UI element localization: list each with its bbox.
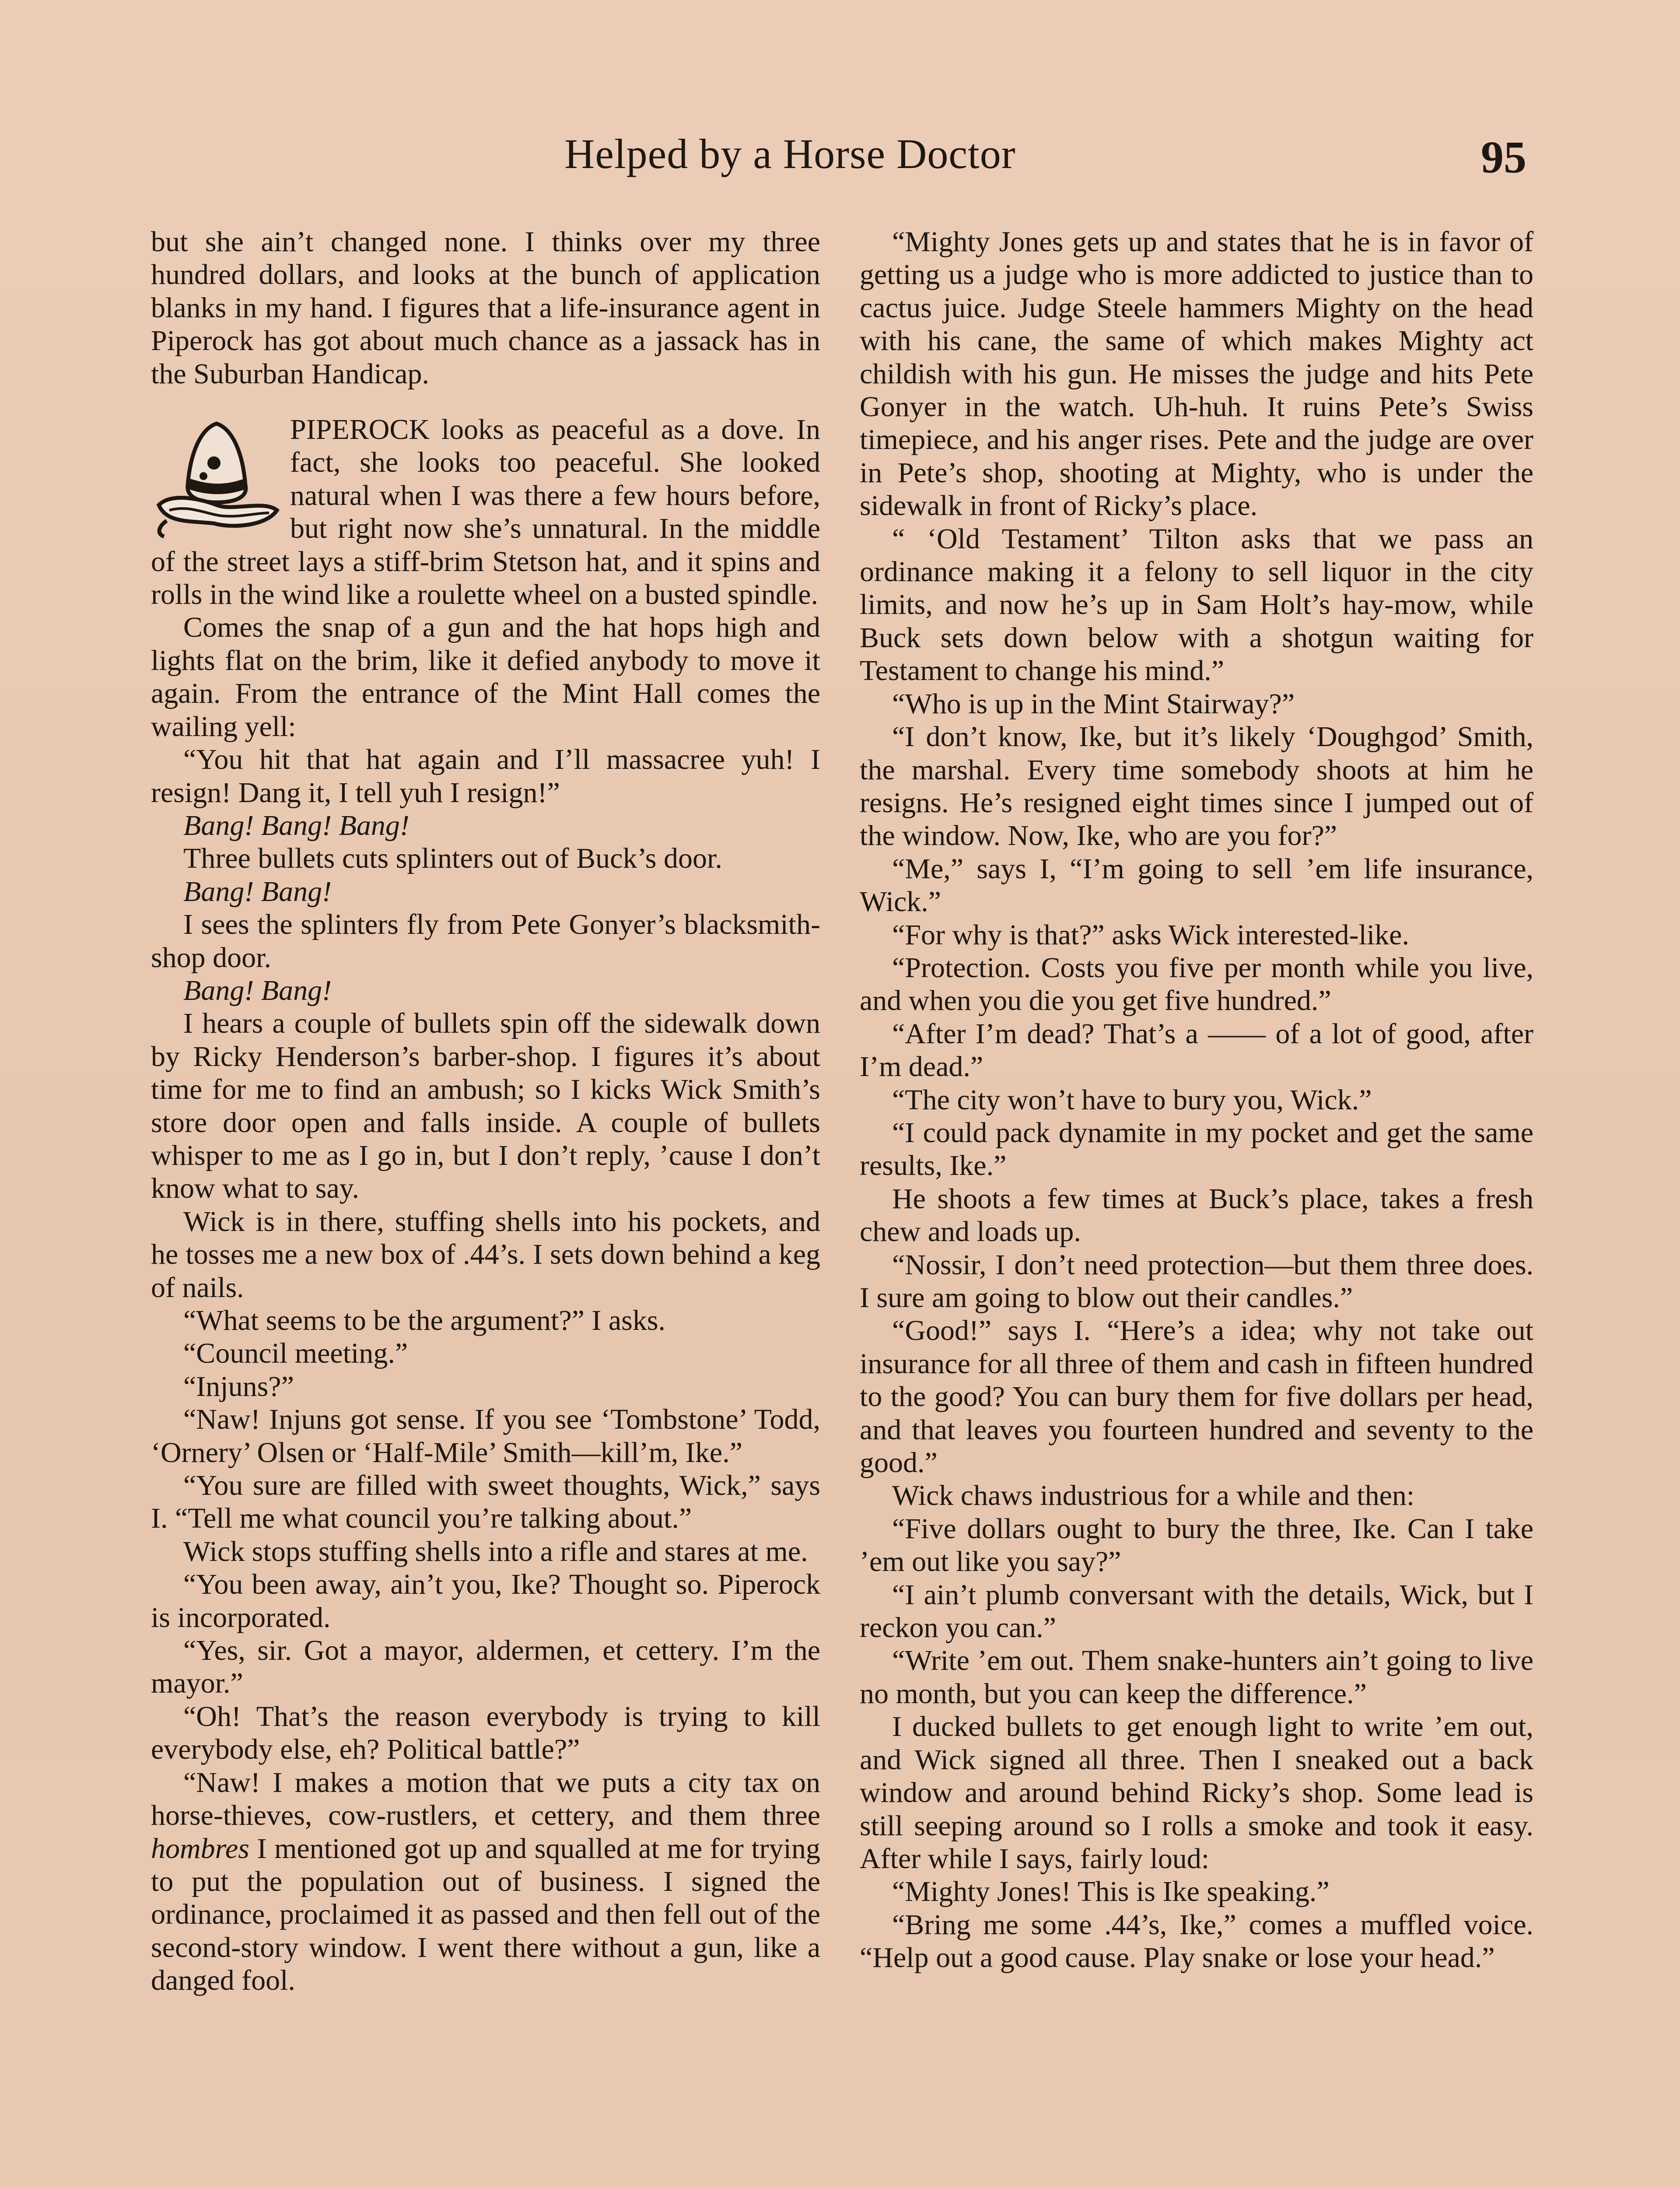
- paragraph: “Bring me some .44’s, Ike,” comes a muffled voice. “Help out a good cause. Play snake or lose your head.”: [860, 1908, 1533, 1974]
- paragraph: “The city won’t have to bury you, Wick.”: [892, 1083, 1372, 1116]
- paragraph-text: looks as peaceful as a dove. In fact, she looks too peaceful. She looked natural when I was there a few hours before, but right now she’s unnatural. In the middle of the street lays a stiff-brim Stetson hat, and it spins and rolls in the wind like a roulette wheel on a busted spindle.: [151, 414, 820, 611]
- paragraph: “Write ’em out. Them snake-hunters ain’t going to live no month, but you can keep the difference.”: [860, 1645, 1533, 1710]
- paragraph: “I don’t know, Ike, but it’s likely ‘Doughgod’ Smith, the marshal. Every time somebody shoots at him he resigns. He’s resigned eight times since I jumped out of the window. Now, Ike, who are you for?”: [860, 721, 1533, 852]
- paragraph: “I could pack dynamite in my pocket and get the same results, Ike.”: [860, 1116, 1533, 1182]
- paragraph: “You hit that hat again and I’ll massacree yuh! I resign! Dang it, I tell yuh I resign!”: [151, 743, 820, 809]
- paragraph: I hears a couple of bullets spin off the sidewalk down by Ricky Henderson’s barber-shop. I figures it’s about time for me to find an ambush; so I kicks Wick Smith’s store door open and falls inside. A couple of bullets whisper to me as I go in, but I don’t reply, ’cause I don’t know what to say.: [151, 1007, 820, 1205]
- paragraph-text: I mentioned got up and squalled at me for trying to put the population out of business. I signed the ordinance, proclaimed it as passed and then fell out of the second-story window. I went there without a gun, like a danged fool.: [151, 1832, 820, 1997]
- paragraph: but she ain’t changed none. I thinks over my three hundred dollars, and looks at the bunch of application blanks in my hand. I figures that a life-insurance agent in Piperock has got about much chance as a jassack has in the Suburban Handicap.: [151, 226, 820, 390]
- paragraph: “Oh! That’s the reason everybody is trying to kill everybody else, eh? Political battle?”: [151, 1700, 820, 1766]
- paragraph: “For why is that?” asks Wick interested-like.: [892, 919, 1409, 951]
- paragraph: “ ‘Old Testament’ Tilton asks that we pass an ordinance making it a felony to sell liquor in the city limits, and now he’s up in Sam Holt’s hay-mow, while Buck sets down below with a shotgun waiting for Testament to change his mind.”: [860, 522, 1533, 687]
- paragraph: Wick is in there, stuffing shells into his pockets, and he tosses me a new box of .44’s. I sets down behind a keg of nails.: [151, 1205, 820, 1304]
- running-head: Helped by a Horse Doctor: [564, 130, 1016, 177]
- paragraph: “Yes, sir. Got a mayor, aldermen, et cettery. I’m the mayor.”: [151, 1634, 820, 1700]
- sound-effect: Bang! Bang!: [183, 974, 332, 1006]
- section-lead-word: PIPEROCK: [290, 414, 430, 446]
- paragraph: “Nossir, I don’t need protection—but them three does. I sure am going to blow out their candles.”: [860, 1248, 1533, 1314]
- paragraph: “Mighty Jones! This is Ike speaking.”: [892, 1876, 1330, 1908]
- paragraph: Three bullets cuts splinters out of Buck’s door.: [183, 842, 722, 875]
- paragraph: “Mighty Jones gets up and states that he is in favor of getting us a judge who is more addicted to justice than to cactus juice. Judge Steele hammers Mighty on the head with his cane, the same of which makes Mighty act childish with his gun. He misses the judge and hits Pete Gonyer in the watch. Uh-huh. It ruins Pete’s Swiss timepiece, and his anger rises. Pete and the judge are over in Pete’s shop, shooting at Mighty, who is under the sidewalk in front of Ricky’s place.: [860, 226, 1533, 522]
- paragraph: [151, 1766, 820, 1997]
- paragraph: “Injuns?”: [183, 1370, 294, 1403]
- right-column: [860, 225, 1533, 1974]
- hat-icon: [151, 413, 282, 544]
- paragraph: I ducked bullets to get enough light to write ’em out, and Wick signed all three. Then I sneaked out a back window and around behind Ricky’s shop. Some lead is still seeping around so I rolls a smoke and took it easy. After while I says, fairly loud:: [860, 1711, 1533, 1875]
- paragraph: “You sure are filled with sweet thoughts, Wick,” says I. “Tell me what council you’re talking about.”: [151, 1469, 820, 1535]
- paragraph: “Protection. Costs you five per month while you live, and when you die you get five hundred.”: [860, 951, 1533, 1017]
- paragraph-text: “Naw! I makes a motion that we puts a city tax on horse-thieves, cow-rustlers, et cettery, and them three: [151, 1766, 820, 1832]
- paragraph: “Naw! Injuns got sense. If you see ‘Tombstone’ Todd, ‘Ornery’ Olsen or ‘Half-Mile’ Smith—kill’m, Ike.”: [151, 1403, 820, 1469]
- paragraph: “Me,” says I, “I’m going to sell ’em life insurance, Wick.”: [860, 852, 1533, 918]
- paragraph: Wick stops stuffing shells into a rifle and stares at me.: [183, 1535, 808, 1567]
- paragraph: I sees the splinters fly from Pete Gonyer’s blacksmith-shop door.: [151, 908, 820, 974]
- paragraph: “After I’m dead? That’s a —— of a lot of good, after I’m dead.”: [860, 1017, 1533, 1083]
- paragraph: “Five dollars ought to bury the three, Ike. Can I take ’em out like you say?”: [860, 1512, 1533, 1578]
- left-column: [151, 225, 820, 1997]
- paragraph: He shoots a few times at Buck’s place, takes a fresh chew and loads up.: [860, 1182, 1533, 1248]
- paragraph: “I ain’t plumb conversant with the details, Wick, but I reckon you can.”: [860, 1578, 1533, 1644]
- italic-word: hombres: [151, 1832, 249, 1865]
- sound-effect: Bang! Bang! Bang!: [183, 809, 410, 842]
- paragraph: “What seems to be the argument?” I asks.: [183, 1304, 666, 1336]
- paragraph: “You been away, ain’t you, Ike? Thought so. Piperock is incorporated.: [151, 1568, 820, 1634]
- sound-effect: Bang! Bang!: [183, 875, 332, 908]
- paragraph: Comes the snap of a gun and the hat hops high and lights flat on the brim, like it defied anybody to move it again. From the entrance of the Mint Hall comes the wailing yell:: [151, 611, 820, 743]
- paragraph: “Good!” says I. “Here’s a idea; why not take out insurance for all three of them and cash in fifteen hundred to the good? You can bury them for five dollars per head, and that leaves you fourteen hundred and seventy to the good.”: [860, 1315, 1533, 1479]
- section-opening-paragraph: [151, 413, 820, 611]
- paragraph: “Council meeting.”: [183, 1337, 408, 1370]
- page-number: 95: [1481, 132, 1526, 182]
- paragraph: Wick chaws industrious for a while and then:: [892, 1480, 1415, 1512]
- paragraph: “Who is up in the Mint Stairway?”: [892, 687, 1295, 720]
